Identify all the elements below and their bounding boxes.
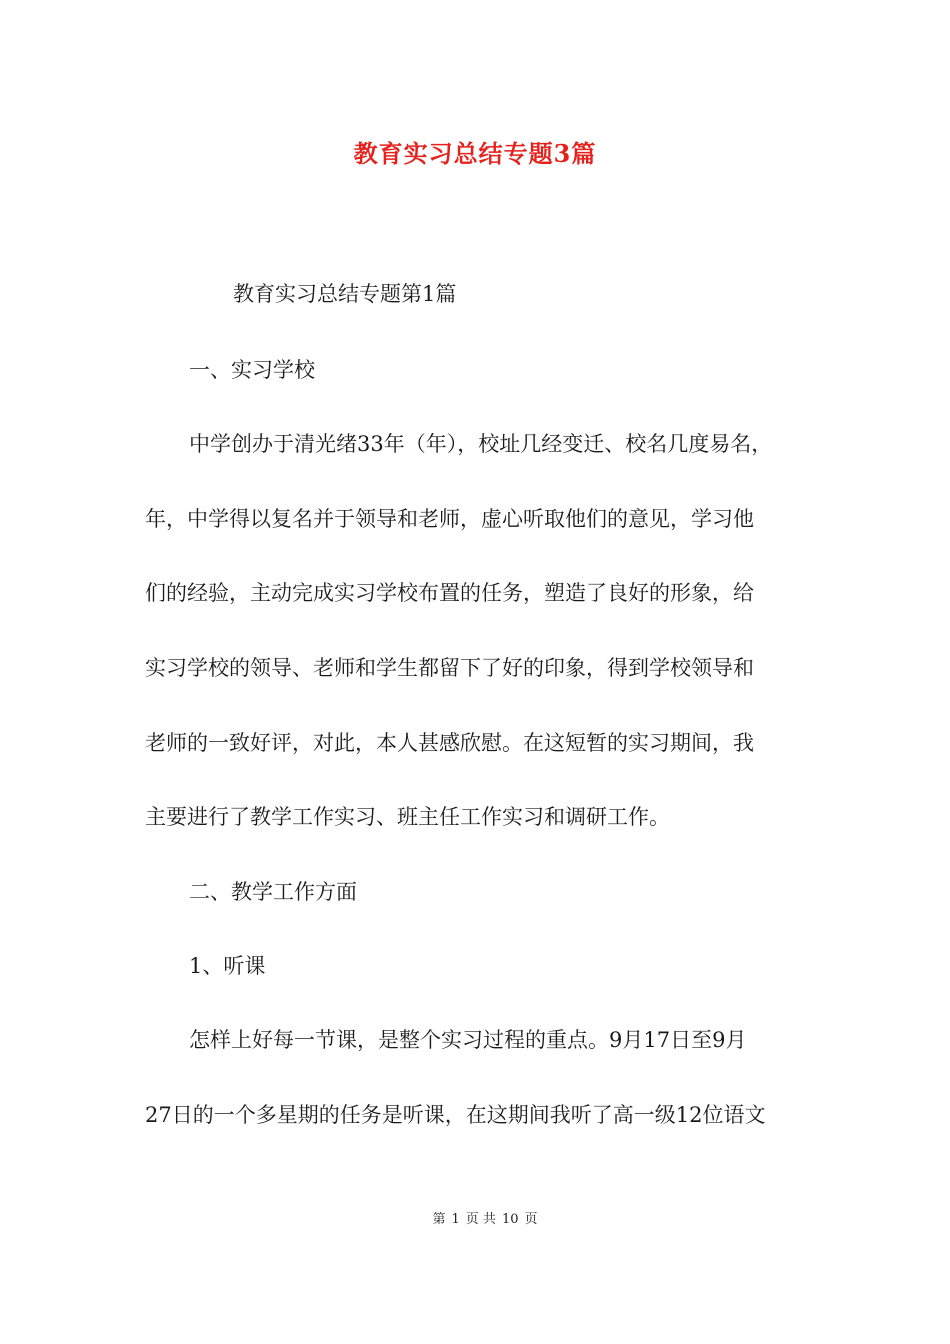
paragraph-line: 主要进行了教学工作实习、班主任工作实习和调研工作。 — [145, 805, 670, 829]
section-heading: 教育实习总结专题第1篇 — [233, 282, 457, 306]
subheading: 一、实习学校 — [189, 358, 315, 382]
footer-total-pages: 10 — [501, 1212, 519, 1227]
footer-suffix: 页 — [524, 1212, 538, 1227]
paragraph-line: 怎样上好每一节课，是整个实习过程的重点。9月17日至9月 — [189, 1028, 747, 1052]
paragraph-line: 们的经验，主动完成实习学校布置的任务，塑造了良好的形象，给 — [145, 581, 754, 605]
footer-page-number: 1 — [451, 1212, 460, 1227]
paragraph-line: 年，中学得以复名并于领导和老师，虚心听取他们的意见，学习他 — [145, 507, 754, 531]
paragraph-line: 27日的一个多星期的任务是听课，在这期间我听了高一级12位语文 — [145, 1103, 766, 1127]
document-title: 教育实习总结专题3篇 — [353, 139, 597, 168]
paragraph-line: 实习学校的领导、老师和学生都留下了好的印象，得到学校领导和 — [145, 656, 754, 680]
subheading: 二、教学工作方面 — [189, 880, 357, 904]
footer-middle: 页 共 — [465, 1212, 496, 1227]
footer-prefix: 第 — [432, 1212, 446, 1227]
page-footer — [0, 1208, 950, 1227]
subheading: 1、听课 — [189, 954, 266, 978]
paragraph-line: 中学创办于清光绪33年（年），校址几经变迁、校名几度易名， — [189, 432, 773, 456]
paragraph-line: 老师的一致好评，对此，本人甚感欣慰。在这短暂的实习期间，我 — [145, 731, 754, 755]
